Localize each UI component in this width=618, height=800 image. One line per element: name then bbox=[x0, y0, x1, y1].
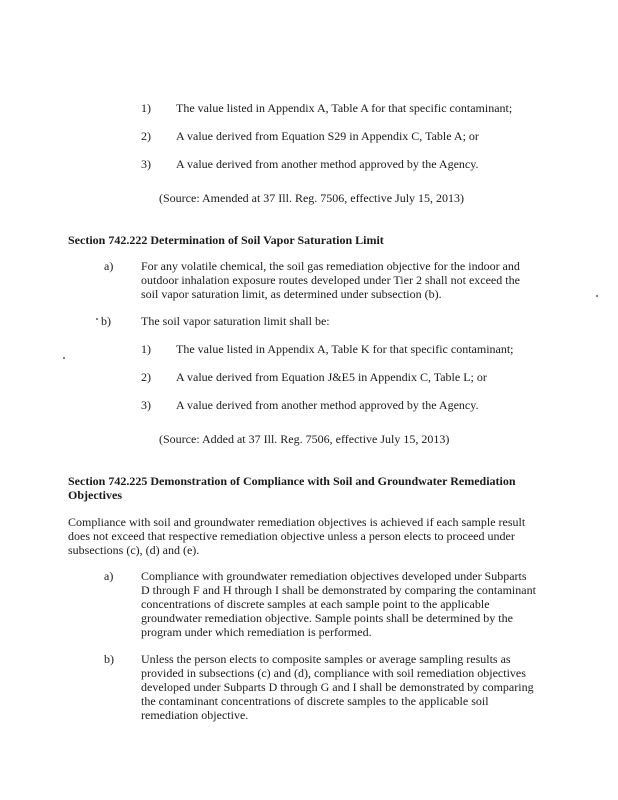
list1-item-3-number: 3) bbox=[141, 157, 151, 171]
section-222-a-line: soil vapor saturation limit, as determined under subsection (b). bbox=[141, 287, 442, 301]
source-note-2: (Source: Added at 37 Ill. Reg. 7506, effective July 15, 2013) bbox=[159, 432, 450, 446]
list1-item-2-number: 2) bbox=[141, 129, 151, 143]
section-225-b-line: remediation objective. bbox=[141, 708, 249, 722]
section-225-a-label: a) bbox=[104, 569, 114, 583]
section-225-intro-line: does not exceed that respective remediation objective unless a person elects to proceed under bbox=[68, 529, 515, 543]
section-225-intro-paragraph bbox=[68, 515, 525, 557]
source-note-1: (Source: Amended at 37 Ill. Reg. 7506, effective July 15, 2013) bbox=[159, 191, 465, 205]
section-222-a-label: a) bbox=[104, 259, 114, 273]
section-225-a-line: Compliance with groundwater remediation objectives developed under Subparts bbox=[141, 569, 527, 583]
section-222-b-text: The soil vapor saturation limit shall be: bbox=[141, 314, 330, 328]
section-222-b-label: b) bbox=[101, 314, 111, 328]
section-225-a-line: concentrations of discrete samples at each sample point to the applicable bbox=[141, 597, 490, 611]
section-225-a-line: groundwater remediation objective. Sample points shall be determined by the bbox=[141, 611, 513, 625]
section-222-a-paragraph bbox=[141, 259, 520, 301]
section-225-a-line: program under which remediation is performed. bbox=[141, 625, 372, 639]
scan-speck bbox=[96, 318, 98, 320]
section-225-heading-line-2: Objectives bbox=[68, 488, 122, 502]
list1-item-2-text: A value derived from Equation S29 in Appendix C, Table A; or bbox=[176, 129, 479, 143]
list1-item-3-text: A value derived from another method approved by the Agency. bbox=[176, 157, 479, 171]
section-225-b-line: developed under Subparts D through G and I shall be demonstrated by comparing bbox=[141, 680, 534, 694]
section-222-a-line: outdoor inhalation exposure routes developed under Tier 2 shall not exceed the bbox=[141, 273, 520, 287]
section-222-list-item-1-text: The value listed in Appendix A, Table K for that specific contaminant; bbox=[176, 342, 514, 356]
section-222-heading: Section 742.222 Determination of Soil Vapor Saturation Limit bbox=[68, 233, 384, 247]
list1-item-1-number: 1) bbox=[141, 101, 151, 115]
section-225-b-line: the contaminant concentrations of discrete samples to the applicable soil bbox=[141, 694, 489, 708]
section-225-b-label: b) bbox=[104, 652, 114, 666]
section-222-list-item-3-text: A value derived from another method approved by the Agency. bbox=[176, 398, 479, 412]
section-222-list-item-2-text: A value derived from Equation J&E5 in Appendix C, Table L; or bbox=[176, 370, 487, 384]
scan-speck bbox=[596, 295, 598, 297]
section-225-a-line: D through F and H through I shall be demonstrated by comparing the contaminant bbox=[141, 583, 536, 597]
list1-item-1-text: The value listed in Appendix A, Table A for that specific contaminant; bbox=[176, 101, 513, 115]
section-225-b-line: Unless the person elects to composite samples or average sampling results as bbox=[141, 652, 511, 666]
section-222-a-line: For any volatile chemical, the soil gas remediation objective for the indoor and bbox=[141, 259, 520, 273]
section-225-b-paragraph bbox=[141, 652, 534, 722]
section-225-heading-line-1: Section 742.225 Demonstration of Compliance with Soil and Groundwater Remediation bbox=[68, 474, 516, 488]
section-225-b-line: provided in subsections (c) and (d), compliance with soil remediation objectives bbox=[141, 666, 526, 680]
section-225-intro-line: subsections (c), (d) and (e). bbox=[68, 543, 200, 557]
section-222-list-item-3-number: 3) bbox=[141, 398, 151, 412]
section-222-list-item-2-number: 2) bbox=[141, 370, 151, 384]
section-222-list-item-1-number: 1) bbox=[141, 342, 151, 356]
section-225-a-paragraph bbox=[141, 569, 536, 639]
scan-speck bbox=[63, 357, 65, 359]
section-225-intro-line: Compliance with soil and groundwater remediation objectives is achieved if each sample result bbox=[68, 515, 526, 529]
